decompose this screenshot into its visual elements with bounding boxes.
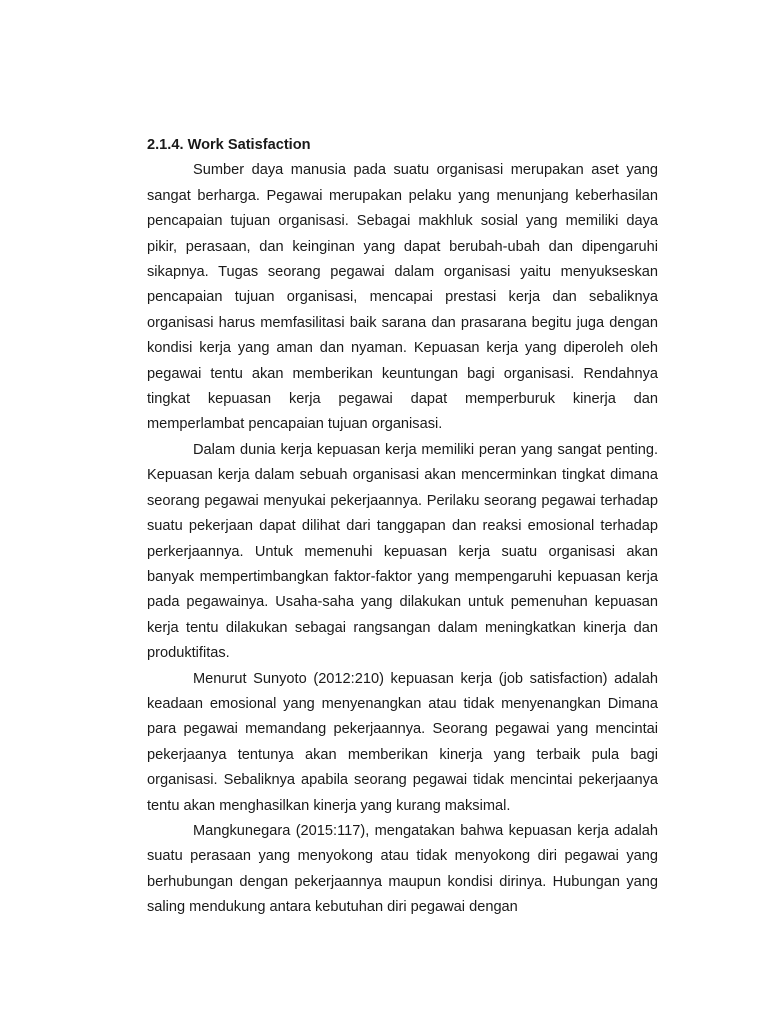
paragraph-4: Mangkunegara (2015:117), mengatakan bahwa kepuasan kerja adalah suatu perasaan yang menyokong atau tidak menyokong diri pegawai yang berhubungan dengan pekerjaannya maupun kondisi dirinya. Hubungan yang saling mendukung antara kebutuhan diri pegawai dengan [147, 822, 658, 916]
paragraph-3: Menurut Sunyoto (2012:210) kepuasan kerja (job satisfaction) adalah keadaan emosional yang menyenangkan atau tidak menyenangkan Dimana para pegawai memandang pekerjaannya. Seorang pegawai yang mencintai pekerjaanya tentunya akan memberikan kinerja yang terbaik pula bagi organisasi. Sebaliknya apabila seorang pegawai tidak mencintai pekerjaanya tentu akan menghasilkan kinerja yang kurang maksimal. [147, 670, 658, 814]
paragraph-1: Sumber daya manusia pada suatu organisasi merupakan aset yang sangat berharga. Pegawai merupakan pelaku yang menunjang keberhasilan pencapaian tujuan organisasi. Sebagai makhluk sosial yang memiliki daya pikir, perasaan, dan keinginan yang dapat berubah-ubah dan dipengaruhi sikapnya. Tugas seorang pegawai dalam organisasi yaitu menyukseskan pencapaian tujuan organisasi, mencapai prestasi kerja dan sebaliknya organisasi harus memfasilitasi baik sarana dan prasarana begitu juga dengan kondisi kerja yang aman dan nyaman. Kepuasan kerja yang diperoleh oleh pegawai tentu akan memberikan keuntungan bagi organisasi. Rendahnya tingkat kepuasan kerja pegawai dapat memperburuk kinerja dan memperlambat pencapaian tujuan organisasi. [147, 162, 658, 433]
paragraph-2: Dalam dunia kerja kepuasan kerja memiliki peran yang sangat penting. Kepuasan kerja dalam sebuah organisasi akan mencerminkan tingkat dimana seorang pegawai menyukai pekerjaannya. Perilaku seorang pegawai terhadap suatu pekerjaan dapat dilihat dari tanggapan dan reaksi emosional terhadap perkerjaannya. Untuk memenuhi kepuasan kerja suatu organisasi akan banyak mempertimbangkan faktor-faktor yang mempengaruhi kepuasan kerja pada pegawainya. Usaha-saha yang dilakukan untuk pemenuhan kepuasan kerja tentu dilakukan sebagai rangsangan dalam meningkatkan kinerja dan produktifitas. [147, 441, 658, 662]
document-page [147, 133, 658, 921]
section-heading: 2.1.4. Work Satisfaction [147, 137, 311, 153]
